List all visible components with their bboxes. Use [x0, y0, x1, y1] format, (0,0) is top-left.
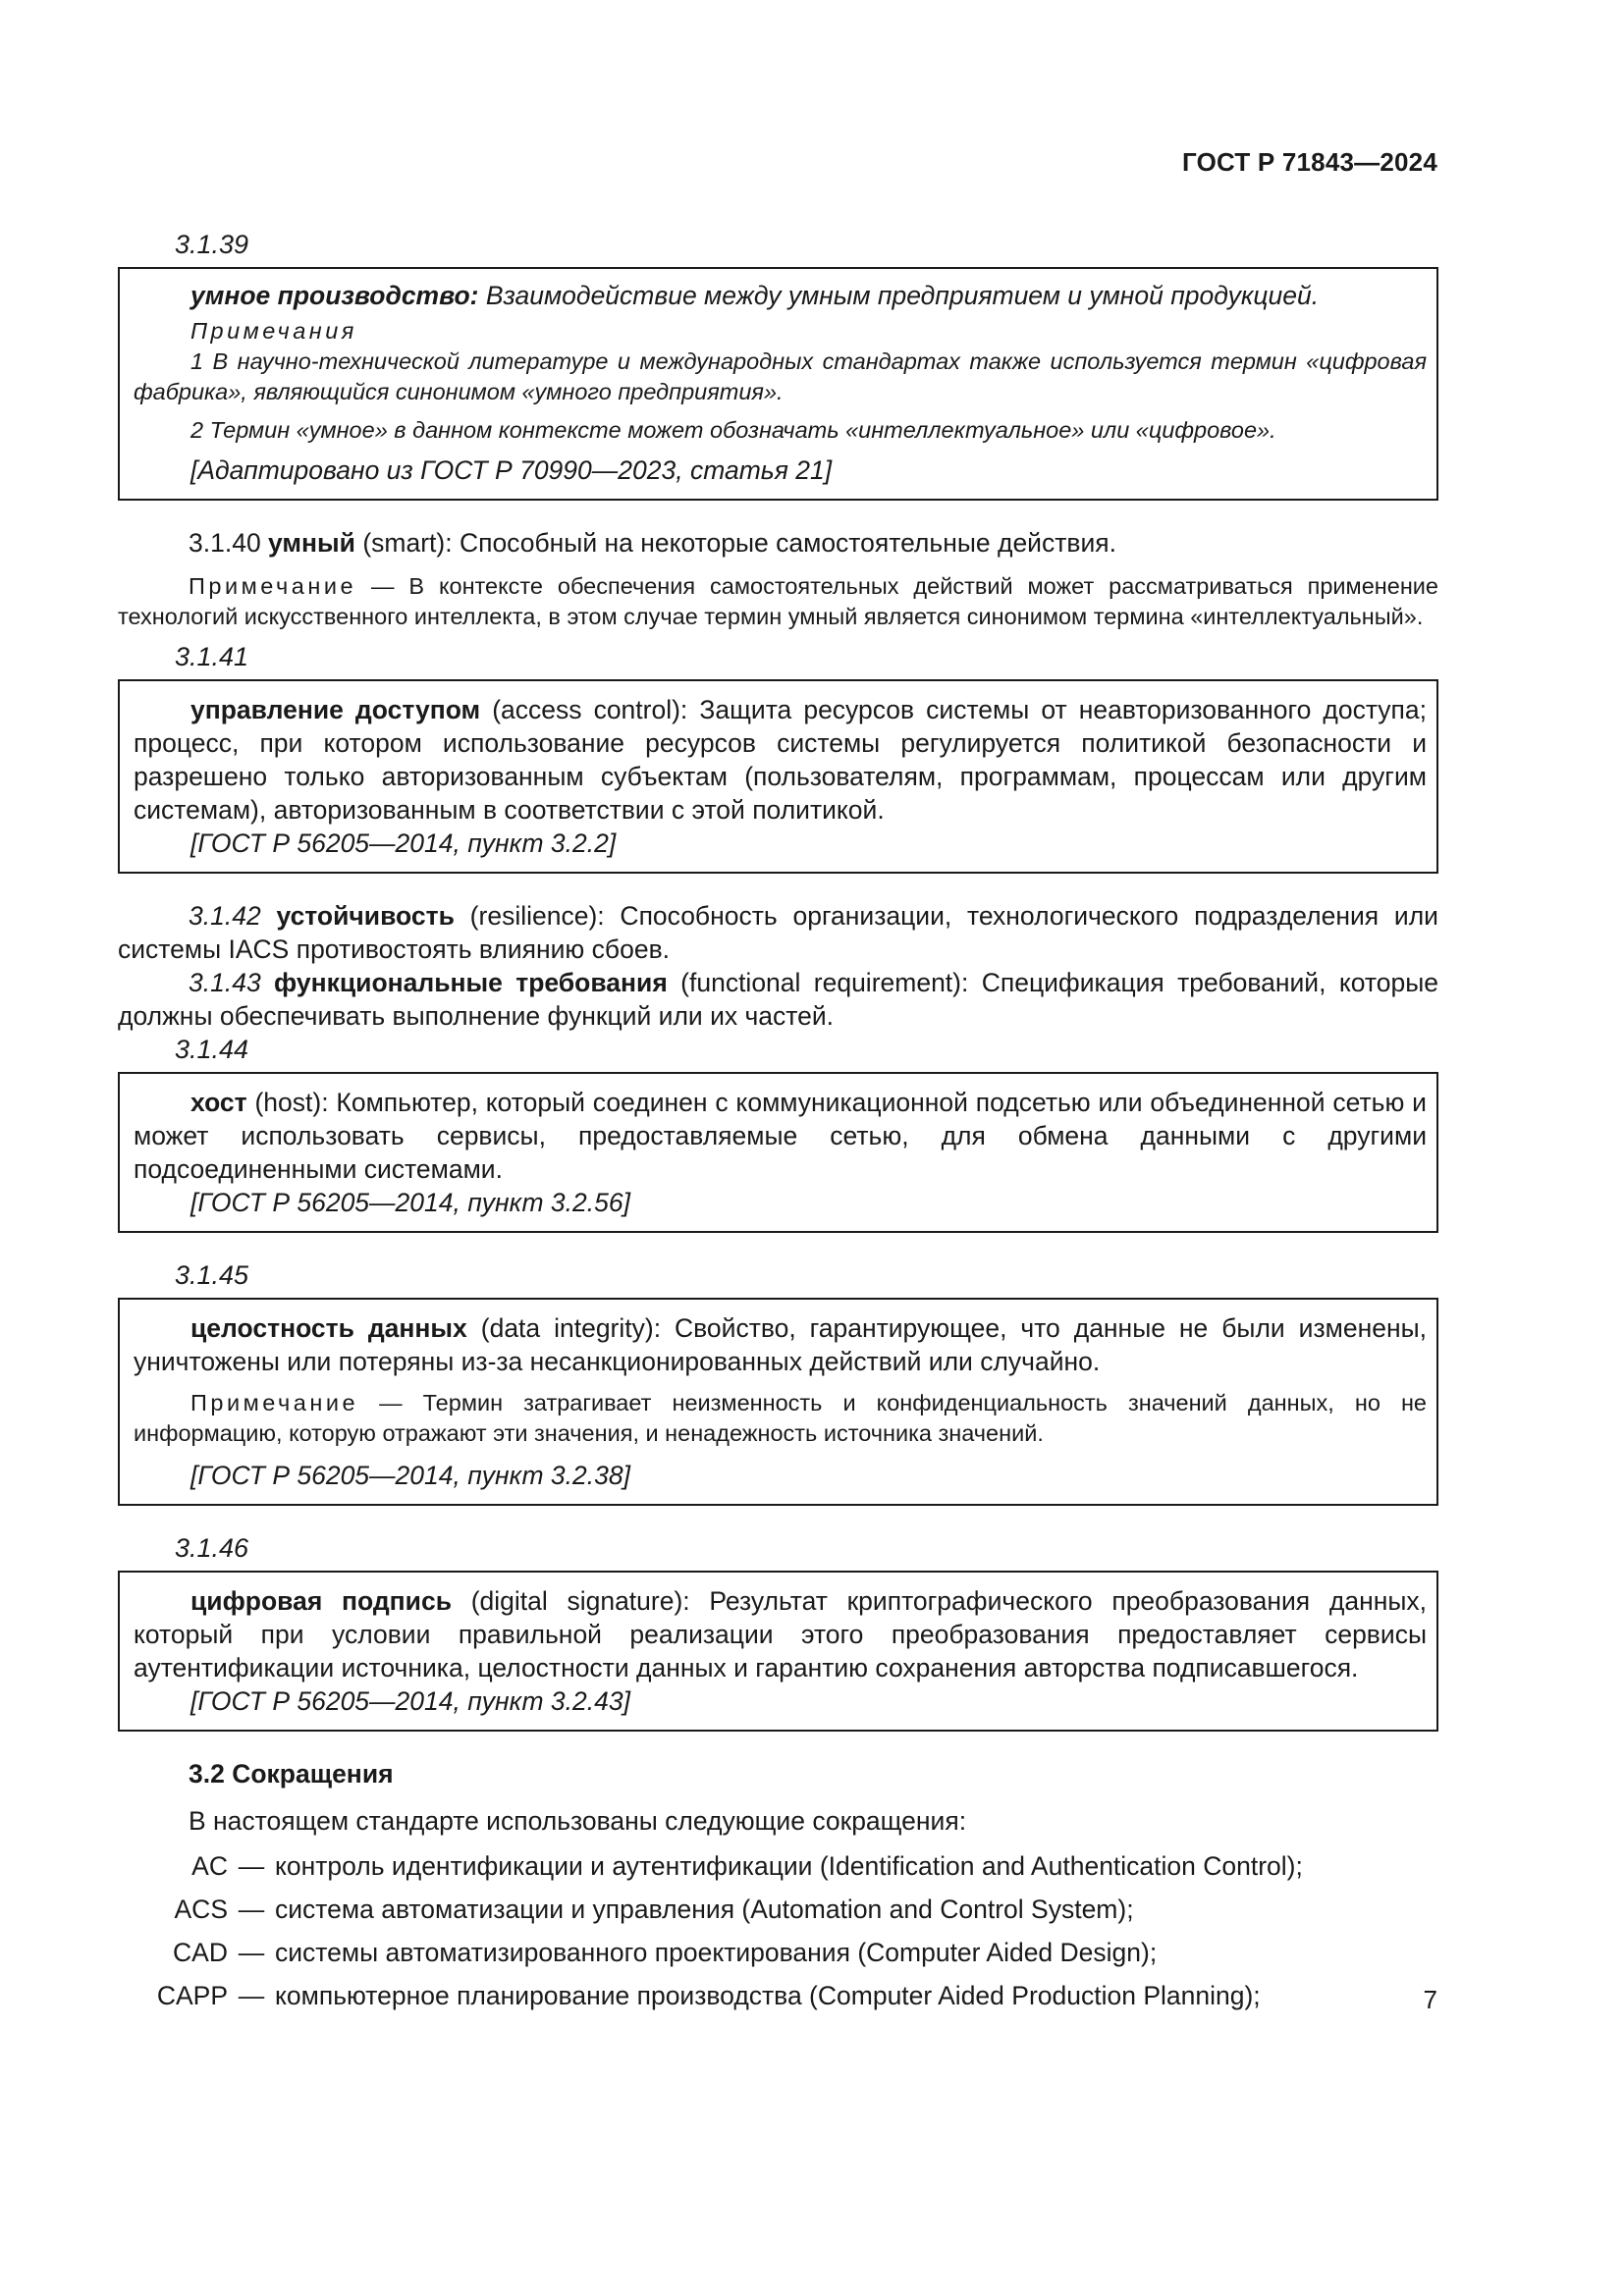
term-title: цифровая подпись [190, 1586, 452, 1616]
abbreviation-code: CAPP [156, 1981, 228, 2010]
term-source: [ГОСТ Р 56205—2014, пункт 3.2.56] [190, 1188, 630, 1217]
note-3-1-45: Примечание — Термин затрагивает неизменность и конфиденциальность значений данных, но не информацию, которую отражают эти значения, и ненадежность источника значений. [134, 1390, 1427, 1446]
page-number: 7 [1423, 1985, 1437, 2014]
abbreviation-description: контроль идентификации и аутентификации (Identification and Authentication Control); [275, 1851, 1303, 1881]
note-3-1-40: Примечание — В контексте обеспечения самостоятельных действий может рассматриваться применение технологий искусственного интеллекта, в этом случае термин умный является синонимом термина «интеллектуальный». [118, 573, 1438, 629]
abbreviations-intro: В настоящем стандарте использованы следующие сокращения: [189, 1806, 967, 1836]
term-source: [Адаптировано из ГОСТ Р 70990—2023, статья 21] [190, 455, 833, 485]
term-number-3-1-44: 3.1.44 [175, 1035, 249, 1064]
abbreviation-item [118, 1936, 1438, 1969]
term-box-3-1-46 [118, 1571, 1438, 1732]
term-title: управление доступом [190, 695, 481, 724]
abbreviations-list [118, 1849, 1438, 2012]
abbreviation-code: ACS [174, 1895, 228, 1924]
document-header: ГОСТ Р 71843—2024 [1182, 147, 1437, 177]
term-number-3-1-46: 3.1.46 [175, 1533, 249, 1563]
term-box-3-1-39 [118, 267, 1438, 501]
term-definition: хост (host): Компьютер, который соединен с коммуникационной подсетью или объединенной сетью и может использовать сервисы, предоставляемые сетью, для обмена данными с другими подсоединенными системами. [134, 1088, 1427, 1184]
notes-label: Примечания [190, 318, 357, 344]
term-number-3-1-45: 3.1.45 [175, 1260, 249, 1290]
term-title: умное производство: [190, 281, 479, 310]
abbreviation-code: CAD [173, 1938, 228, 1967]
term-title: устойчивость [276, 901, 455, 931]
term-definition: управление доступом (access control): Защита ресурсов системы от неавторизованного доступа; процесс, при котором использование ресурсов системы регулируется политикой безопасности и разрешено только авторизованным субъектам (пользователям, программам, процессам или другим системам), авторизованным в соответствии с этой политикой. [134, 695, 1428, 825]
term-box-3-1-45 [118, 1298, 1438, 1506]
abbreviation-item [118, 1893, 1438, 1926]
abbreviation-dash: — [238, 1895, 265, 1924]
term-box-3-1-44 [118, 1072, 1438, 1233]
term-box-3-1-41 [118, 679, 1438, 874]
abbreviation-description: системы автоматизированного проектирования (Computer Aided Design); [275, 1938, 1158, 1967]
term-3-1-40: 3.1.40 умный (smart): Способный на некоторые самостоятельные действия. [189, 528, 1116, 558]
term-source: [ГОСТ Р 56205—2014, пункт 3.2.2] [190, 828, 617, 858]
term-definition: умное производство: Взаимодействие между умным предприятием и умной продукцией. [190, 281, 1320, 310]
abbreviation-code: AC [191, 1851, 228, 1881]
abbreviation-item [118, 1849, 1438, 1883]
abbreviation-description: система автоматизации и управления (Automation and Control System); [275, 1895, 1134, 1924]
note-2: 2 Термин «умное» в данном контексте может обозначать «интеллектуальное» или «цифровое». [190, 417, 1276, 443]
term-definition: цифровая подпись (digital signature): Результат криптографического преобразования данных, который при условии правильной реализации этого преобразования предоставляет сервисы аутентификации источника, целостности данных и гарантию сохранения авторства подписавшегося. [134, 1586, 1427, 1682]
term-title: хост [190, 1088, 247, 1117]
term-number-3-1-41: 3.1.41 [175, 642, 249, 671]
term-title: целостность данных [190, 1313, 467, 1343]
abbreviation-item [118, 1979, 1438, 2012]
page-content [118, 228, 1438, 2022]
abbreviation-dash: — [238, 1938, 265, 1967]
term-title: умный [268, 528, 355, 558]
term-source: [ГОСТ Р 56205—2014, пункт 3.2.43] [190, 1686, 630, 1716]
term-3-1-42: 3.1.42 устойчивость (resilience): Способность организации, технологического подразделения или системы IACS противостоять влиянию сбоев. [118, 901, 1438, 964]
note-1: 1 В научно-технической литературе и международных стандартах также используется термин «цифровая фабрика», являющийся синонимом «умного предприятия». [134, 348, 1427, 404]
abbreviation-description: компьютерное планирование производства (Computer Aided Production Planning); [275, 1981, 1261, 2010]
term-source: [ГОСТ Р 56205—2014, пункт 3.2.38] [190, 1461, 630, 1490]
term-number-3-1-39: 3.1.39 [175, 230, 249, 259]
section-title-abbreviations: 3.2 Сокращения [189, 1759, 394, 1789]
term-title: функциональные требования [274, 968, 668, 997]
term-definition: целостность данных (data integrity): Свойство, гарантирующее, что данные не были изменены, уничтожены или потеряны из-за несанкционированных действий или случайно. [134, 1313, 1427, 1376]
abbreviation-dash: — [238, 1851, 265, 1881]
term-3-1-43: 3.1.43 функциональные требования (functional requirement): Спецификация требований, которые должны обеспечивать выполнение функций или их частей. [118, 968, 1438, 1031]
abbreviation-dash: — [238, 1981, 265, 2010]
